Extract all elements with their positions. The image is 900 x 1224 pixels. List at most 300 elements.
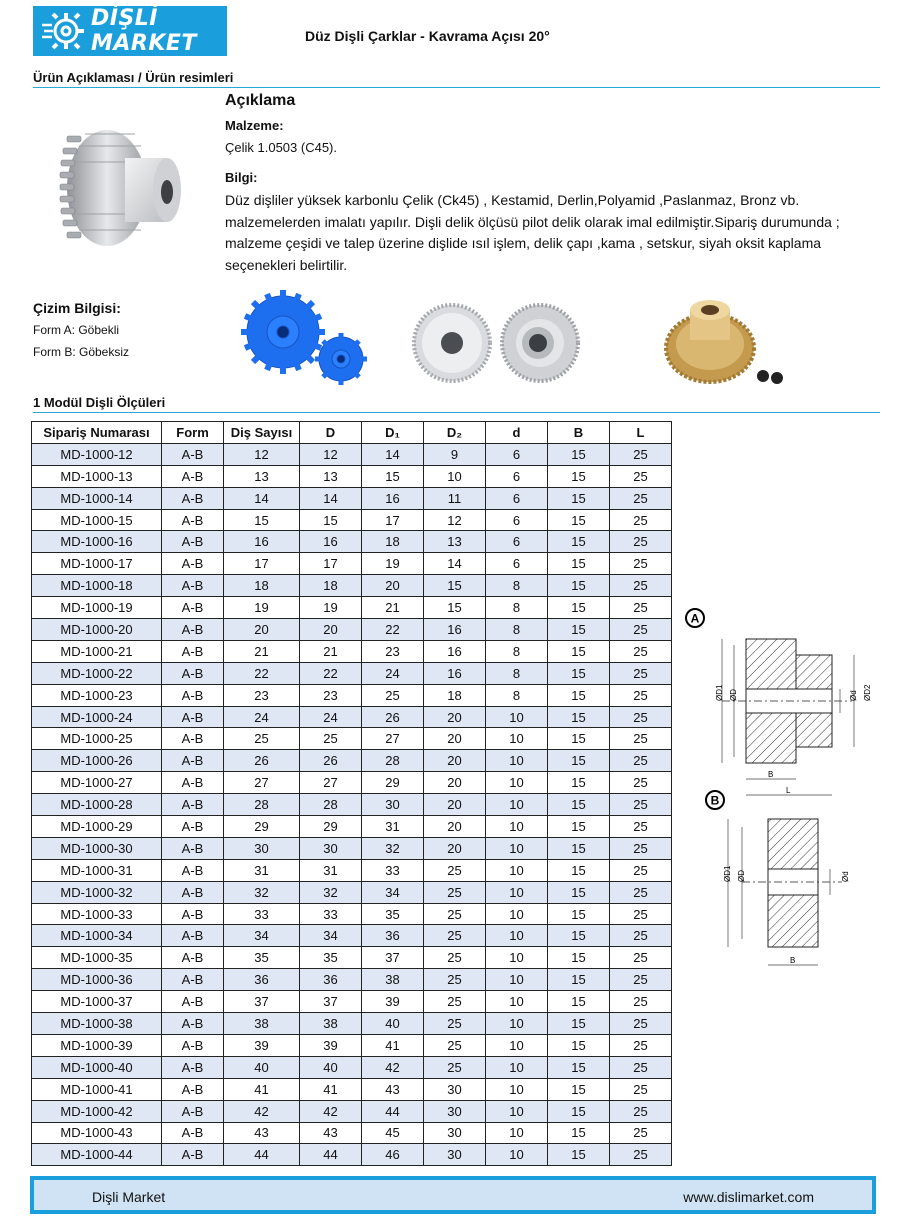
- cell-order-no: MD-1000-32: [32, 881, 162, 903]
- cell-form: A-B: [162, 575, 224, 597]
- table-row: [32, 443, 672, 465]
- cell-teeth: 37: [224, 991, 300, 1013]
- cell-b: 15: [548, 728, 610, 750]
- cell-d: 23: [300, 684, 362, 706]
- table-row: [32, 991, 672, 1013]
- cell-d: 44: [300, 1144, 362, 1166]
- cell-d: 27: [300, 772, 362, 794]
- description-heading: Açıklama: [225, 92, 296, 109]
- cell-b: 15: [548, 487, 610, 509]
- footer-company: Dişli Market: [92, 1189, 166, 1205]
- cell-l: 25: [610, 1100, 672, 1122]
- cell-form: A-B: [162, 531, 224, 553]
- cell-d2: 25: [424, 991, 486, 1013]
- cell-d2: 20: [424, 837, 486, 859]
- cell-d: 17: [300, 553, 362, 575]
- cell-order-no: MD-1000-34: [32, 925, 162, 947]
- cell-d1: 44: [362, 1100, 424, 1122]
- cell-order-no: MD-1000-40: [32, 1056, 162, 1078]
- cell-b: 15: [548, 684, 610, 706]
- bronze-gear-image: [660, 290, 792, 390]
- cell-d2: 25: [424, 881, 486, 903]
- cell-teeth: 16: [224, 531, 300, 553]
- cell-d: 34: [300, 925, 362, 947]
- cell-order-no: MD-1000-37: [32, 991, 162, 1013]
- col-header-form: Form: [162, 422, 224, 444]
- col-header-bore: d: [486, 422, 548, 444]
- cell-order-no: MD-1000-20: [32, 619, 162, 641]
- cell-d2: 20: [424, 794, 486, 816]
- dim-d2-label: ØD2: [863, 684, 872, 701]
- cell-teeth: 40: [224, 1056, 300, 1078]
- cell-bore: 8: [486, 640, 548, 662]
- cell-d: 16: [300, 531, 362, 553]
- cell-form: A-B: [162, 772, 224, 794]
- cell-order-no: MD-1000-13: [32, 465, 162, 487]
- table-row: [32, 1013, 672, 1035]
- cell-d2: 18: [424, 684, 486, 706]
- cell-order-no: MD-1000-19: [32, 597, 162, 619]
- cell-b: 15: [548, 750, 610, 772]
- cell-d2: 10: [424, 465, 486, 487]
- table-row: [32, 750, 672, 772]
- cell-d: 43: [300, 1122, 362, 1144]
- cell-order-no: MD-1000-31: [32, 859, 162, 881]
- cell-order-no: MD-1000-16: [32, 531, 162, 553]
- section-table-title: 1 Modül Dişli Ölçüleri: [33, 395, 166, 410]
- cell-l: 25: [610, 597, 672, 619]
- cell-teeth: 23: [224, 684, 300, 706]
- section-divider: [33, 412, 880, 413]
- cell-form: A-B: [162, 553, 224, 575]
- cell-b: 15: [548, 947, 610, 969]
- dim-d1-label: ØD1: [715, 684, 724, 701]
- cell-d: 42: [300, 1100, 362, 1122]
- cell-d2: 16: [424, 619, 486, 641]
- cell-order-no: MD-1000-30: [32, 837, 162, 859]
- cell-b: 15: [548, 597, 610, 619]
- table-row: [32, 1144, 672, 1166]
- form-b-badge-text: B: [710, 793, 720, 808]
- cell-bore: 8: [486, 597, 548, 619]
- cell-d2: 25: [424, 903, 486, 925]
- cell-l: 25: [610, 1056, 672, 1078]
- cell-d2: 20: [424, 772, 486, 794]
- cell-b: 15: [548, 1056, 610, 1078]
- cell-bore: 10: [486, 794, 548, 816]
- cell-teeth: 29: [224, 816, 300, 838]
- cell-d: 38: [300, 1013, 362, 1035]
- cell-order-no: MD-1000-36: [32, 969, 162, 991]
- table-row: [32, 1078, 672, 1100]
- cell-l: 25: [610, 684, 672, 706]
- cell-d1: 19: [362, 553, 424, 575]
- cell-l: 25: [610, 1144, 672, 1166]
- cell-d: 15: [300, 509, 362, 531]
- cell-order-no: MD-1000-33: [32, 903, 162, 925]
- cell-d1: 16: [362, 487, 424, 509]
- section-description-title: Ürün Açıklaması / Ürün resimleri: [33, 70, 234, 85]
- cell-d2: 25: [424, 925, 486, 947]
- cell-d: 40: [300, 1056, 362, 1078]
- cell-d: 19: [300, 597, 362, 619]
- cell-bore: 10: [486, 1122, 548, 1144]
- dim-bore-label: Ød: [849, 690, 858, 701]
- cell-teeth: 19: [224, 597, 300, 619]
- table-row: [32, 706, 672, 728]
- table-row: [32, 728, 672, 750]
- cell-l: 25: [610, 662, 672, 684]
- table-row: [32, 1100, 672, 1122]
- table-row: [32, 837, 672, 859]
- cell-teeth: 41: [224, 1078, 300, 1100]
- cell-d1: 25: [362, 684, 424, 706]
- cell-order-no: MD-1000-25: [32, 728, 162, 750]
- cell-bore: 6: [486, 509, 548, 531]
- table-row: [32, 509, 672, 531]
- cell-bore: 10: [486, 706, 548, 728]
- gear-dimensions-table: [31, 421, 672, 1166]
- cell-l: 25: [610, 1122, 672, 1144]
- cell-bore: 10: [486, 1078, 548, 1100]
- table-row: [32, 662, 672, 684]
- cell-b: 15: [548, 553, 610, 575]
- cell-l: 25: [610, 947, 672, 969]
- cell-teeth: 18: [224, 575, 300, 597]
- cell-l: 25: [610, 837, 672, 859]
- cell-d2: 11: [424, 487, 486, 509]
- cell-form: A-B: [162, 1078, 224, 1100]
- cell-order-no: MD-1000-18: [32, 575, 162, 597]
- cell-order-no: MD-1000-35: [32, 947, 162, 969]
- cell-d: 30: [300, 837, 362, 859]
- col-header-teeth: Diş Sayısı: [224, 422, 300, 444]
- cell-b: 15: [548, 925, 610, 947]
- cell-b: 15: [548, 837, 610, 859]
- steel-gear-image: [55, 122, 185, 254]
- cell-b: 15: [548, 662, 610, 684]
- cell-bore: 10: [486, 837, 548, 859]
- cell-bore: 10: [486, 881, 548, 903]
- cell-bore: 10: [486, 903, 548, 925]
- cell-l: 25: [610, 443, 672, 465]
- cell-bore: 6: [486, 487, 548, 509]
- cell-teeth: 24: [224, 706, 300, 728]
- cell-bore: 8: [486, 662, 548, 684]
- cell-l: 25: [610, 794, 672, 816]
- cell-d1: 24: [362, 662, 424, 684]
- cell-teeth: 20: [224, 619, 300, 641]
- cell-d: 33: [300, 903, 362, 925]
- cell-d: 24: [300, 706, 362, 728]
- cell-d1: 28: [362, 750, 424, 772]
- cell-form: A-B: [162, 443, 224, 465]
- cell-b: 15: [548, 903, 610, 925]
- cell-bore: 6: [486, 465, 548, 487]
- col-header-d2: D₂: [424, 422, 486, 444]
- cell-d: 20: [300, 619, 362, 641]
- cell-d1: 36: [362, 925, 424, 947]
- info-text: Düz dişliler yüksek karbonlu Çelik (Ck45) , Kestamid, Derlin,Polyamid ,Paslanmaz, Bronz vb. malzemelerden imalatı yapılır. Dişli delik ölçüsü pilot delik olarak imal edilmiştir.Sipariş durumunda ; malzeme çeşidi ve talep üzerine dişlide ısıl işlem, delik çapı ,kama , setskur, siyah oksit kaplama seçenekleri belirtilir.: [225, 192, 840, 273]
- cell-d1: 40: [362, 1013, 424, 1035]
- table-row: [32, 1056, 672, 1078]
- cell-d: 21: [300, 640, 362, 662]
- cell-d1: 37: [362, 947, 424, 969]
- cell-bore: 10: [486, 750, 548, 772]
- cell-d2: 30: [424, 1122, 486, 1144]
- cell-d1: 18: [362, 531, 424, 553]
- cell-teeth: 13: [224, 465, 300, 487]
- cell-form: A-B: [162, 1034, 224, 1056]
- cell-form: A-B: [162, 662, 224, 684]
- cell-form: A-B: [162, 947, 224, 969]
- cell-teeth: 39: [224, 1034, 300, 1056]
- cell-form: A-B: [162, 969, 224, 991]
- cell-d1: 15: [362, 465, 424, 487]
- cell-form: A-B: [162, 509, 224, 531]
- cell-d: 36: [300, 969, 362, 991]
- cell-teeth: 44: [224, 1144, 300, 1166]
- cell-d1: 41: [362, 1034, 424, 1056]
- cell-l: 25: [610, 575, 672, 597]
- plastic-gears-image: [233, 287, 373, 387]
- cell-d1: 43: [362, 1078, 424, 1100]
- cell-l: 25: [610, 881, 672, 903]
- cell-form: A-B: [162, 816, 224, 838]
- material-value: Çelik 1.0503 (C45).: [225, 140, 337, 155]
- cell-bore: 10: [486, 728, 548, 750]
- cell-order-no: MD-1000-23: [32, 684, 162, 706]
- cell-b: 15: [548, 575, 610, 597]
- cell-d2: 25: [424, 1013, 486, 1035]
- form-a-text: Form A: Göbekli: [33, 323, 120, 337]
- cell-d: 35: [300, 947, 362, 969]
- cell-teeth: 36: [224, 969, 300, 991]
- cell-form: A-B: [162, 837, 224, 859]
- cell-form: A-B: [162, 903, 224, 925]
- cell-l: 25: [610, 553, 672, 575]
- cell-order-no: MD-1000-21: [32, 640, 162, 662]
- table-row: [32, 553, 672, 575]
- col-header-d: D: [300, 422, 362, 444]
- cell-order-no: MD-1000-15: [32, 509, 162, 531]
- dim-b-label: B: [768, 770, 774, 779]
- footer-bar: [30, 1176, 876, 1214]
- cell-b: 15: [548, 1013, 610, 1035]
- cell-teeth: 26: [224, 750, 300, 772]
- cell-d: 28: [300, 794, 362, 816]
- cell-teeth: 31: [224, 859, 300, 881]
- cell-d1: 23: [362, 640, 424, 662]
- dim-d1-label-b: ØD1: [723, 865, 732, 882]
- cell-form: A-B: [162, 640, 224, 662]
- cell-order-no: MD-1000-43: [32, 1122, 162, 1144]
- table-row: [32, 531, 672, 553]
- cell-form: A-B: [162, 728, 224, 750]
- table-row: [32, 969, 672, 991]
- cell-b: 15: [548, 509, 610, 531]
- cell-l: 25: [610, 969, 672, 991]
- cell-bore: 10: [486, 925, 548, 947]
- cell-d1: 34: [362, 881, 424, 903]
- col-header-l: L: [610, 422, 672, 444]
- table-row: [32, 597, 672, 619]
- table-row: [32, 947, 672, 969]
- cell-teeth: 17: [224, 553, 300, 575]
- cell-bore: 10: [486, 1034, 548, 1056]
- cell-d1: 29: [362, 772, 424, 794]
- cell-form: A-B: [162, 1144, 224, 1166]
- cell-l: 25: [610, 706, 672, 728]
- cell-d: 32: [300, 881, 362, 903]
- cell-bore: 6: [486, 443, 548, 465]
- cell-teeth: 38: [224, 1013, 300, 1035]
- footer-website[interactable]: www.dislimarket.com: [683, 1189, 814, 1205]
- cell-b: 15: [548, 794, 610, 816]
- cell-form: A-B: [162, 487, 224, 509]
- cell-b: 15: [548, 1078, 610, 1100]
- cell-bore: 10: [486, 1013, 548, 1035]
- cell-form: A-B: [162, 925, 224, 947]
- table-row: [32, 619, 672, 641]
- cell-d1: 26: [362, 706, 424, 728]
- cell-d2: 14: [424, 553, 486, 575]
- cell-bore: 10: [486, 991, 548, 1013]
- cell-order-no: MD-1000-44: [32, 1144, 162, 1166]
- cell-b: 15: [548, 619, 610, 641]
- cell-d2: 20: [424, 728, 486, 750]
- col-header-d1: D₁: [362, 422, 424, 444]
- cell-order-no: MD-1000-28: [32, 794, 162, 816]
- table-row: [32, 487, 672, 509]
- cell-b: 15: [548, 1122, 610, 1144]
- dim-l-label: L: [786, 786, 791, 795]
- table-row: [32, 859, 672, 881]
- cell-d2: 16: [424, 662, 486, 684]
- cell-b: 15: [548, 640, 610, 662]
- cell-d: 29: [300, 816, 362, 838]
- cell-d1: 22: [362, 619, 424, 641]
- cell-teeth: 25: [224, 728, 300, 750]
- cell-b: 15: [548, 881, 610, 903]
- table-row: [32, 772, 672, 794]
- cell-d1: 42: [362, 1056, 424, 1078]
- cell-b: 15: [548, 465, 610, 487]
- cell-order-no: MD-1000-39: [32, 1034, 162, 1056]
- cell-teeth: 21: [224, 640, 300, 662]
- cell-d1: 17: [362, 509, 424, 531]
- cell-d: 25: [300, 728, 362, 750]
- table-row: [32, 684, 672, 706]
- cell-order-no: MD-1000-17: [32, 553, 162, 575]
- cell-l: 25: [610, 531, 672, 553]
- cell-bore: 10: [486, 969, 548, 991]
- cell-b: 15: [548, 443, 610, 465]
- cell-order-no: MD-1000-42: [32, 1100, 162, 1122]
- cell-d: 41: [300, 1078, 362, 1100]
- cell-d2: 30: [424, 1100, 486, 1122]
- cell-d2: 15: [424, 575, 486, 597]
- cell-form: A-B: [162, 859, 224, 881]
- cell-order-no: MD-1000-14: [32, 487, 162, 509]
- cell-form: A-B: [162, 465, 224, 487]
- col-header-b: B: [548, 422, 610, 444]
- cell-d1: 46: [362, 1144, 424, 1166]
- cell-teeth: 14: [224, 487, 300, 509]
- cell-l: 25: [610, 465, 672, 487]
- cell-b: 15: [548, 772, 610, 794]
- cell-form: A-B: [162, 684, 224, 706]
- cell-teeth: 43: [224, 1122, 300, 1144]
- cell-d2: 25: [424, 1034, 486, 1056]
- cell-d1: 35: [362, 903, 424, 925]
- cell-order-no: MD-1000-27: [32, 772, 162, 794]
- cell-l: 25: [610, 728, 672, 750]
- cell-order-no: MD-1000-24: [32, 706, 162, 728]
- cell-teeth: 33: [224, 903, 300, 925]
- cell-teeth: 34: [224, 925, 300, 947]
- cell-d1: 45: [362, 1122, 424, 1144]
- cell-d2: 25: [424, 969, 486, 991]
- table-row: [32, 881, 672, 903]
- cell-l: 25: [610, 487, 672, 509]
- cell-teeth: 32: [224, 881, 300, 903]
- cell-teeth: 30: [224, 837, 300, 859]
- cell-teeth: 12: [224, 443, 300, 465]
- cell-d2: 25: [424, 859, 486, 881]
- cell-d: 26: [300, 750, 362, 772]
- technical-drawing-form-a: [682, 605, 882, 805]
- steel-gears-image: [412, 295, 584, 395]
- dim-d-label-b: ØD: [737, 870, 746, 882]
- cell-form: A-B: [162, 1013, 224, 1035]
- material-label: Malzeme:: [225, 118, 284, 133]
- cell-form: A-B: [162, 794, 224, 816]
- cell-form: A-B: [162, 881, 224, 903]
- section-divider: [33, 87, 880, 88]
- cell-form: A-B: [162, 750, 224, 772]
- cell-bore: 10: [486, 816, 548, 838]
- cell-teeth: 27: [224, 772, 300, 794]
- cell-d: 37: [300, 991, 362, 1013]
- cell-d1: 33: [362, 859, 424, 881]
- cell-l: 25: [610, 772, 672, 794]
- cell-l: 25: [610, 925, 672, 947]
- table-row: [32, 925, 672, 947]
- cell-l: 25: [610, 1013, 672, 1035]
- document-title: Düz Dişli Çarklar - Kavrama Açısı 20°: [305, 28, 550, 44]
- cell-d: 39: [300, 1034, 362, 1056]
- table-row: [32, 903, 672, 925]
- cell-bore: 6: [486, 531, 548, 553]
- cell-d1: 30: [362, 794, 424, 816]
- info-label: Bilgi:: [225, 170, 258, 185]
- cell-l: 25: [610, 859, 672, 881]
- cell-d2: 25: [424, 947, 486, 969]
- cell-d: 14: [300, 487, 362, 509]
- cell-d: 18: [300, 575, 362, 597]
- form-b-text: Form B: Göbeksiz: [33, 345, 130, 359]
- logo-text: DİŞLİ MARKET: [91, 6, 197, 56]
- cell-order-no: MD-1000-22: [32, 662, 162, 684]
- cell-order-no: MD-1000-41: [32, 1078, 162, 1100]
- table-row: [32, 465, 672, 487]
- cell-form: A-B: [162, 619, 224, 641]
- cell-teeth: 22: [224, 662, 300, 684]
- cell-b: 15: [548, 706, 610, 728]
- table-header-row: [32, 422, 672, 444]
- cell-l: 25: [610, 509, 672, 531]
